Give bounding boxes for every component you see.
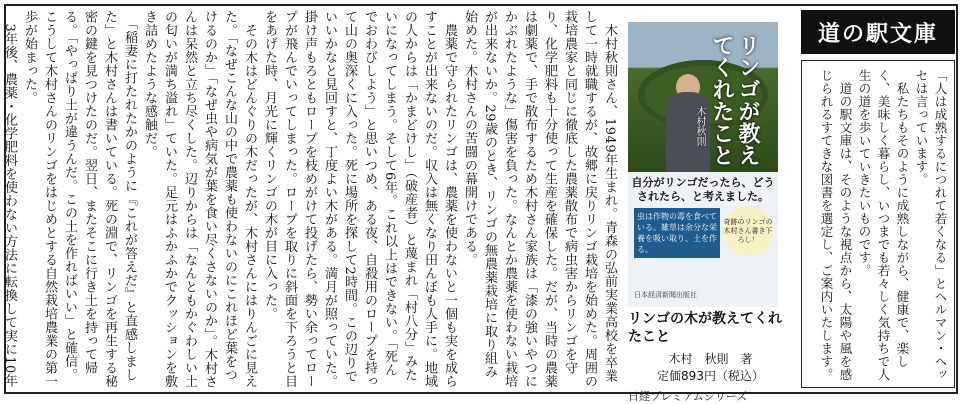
- cover-photo: [628, 22, 778, 172]
- book-series: 日経プレミアムシリーズ: [628, 390, 748, 403]
- book-title: リンゴの木が教えてくれたこと: [628, 311, 782, 345]
- column-title: 道の駅文庫: [801, 10, 955, 54]
- cover-band: [628, 172, 778, 307]
- intro-text: 「人は成熟するにつれて若くなる」とヘルマン・ヘッセは言っています。 私たちもそのように成熟しながら、健康で、楽しく、美味しく暮らし、いつまでも若々しく気持ちで人生の道を歩いていきたいものです。 道の駅文庫は、そのような視点から、太陽や風を感じられるすてきな図書を選定し、ご案内いたします。: [819, 69, 948, 381]
- band-subtext: 虫は作物の毒を食べている。雑草は余分な栄養を吸い取り、土を作る。: [634, 208, 720, 258]
- book-price: 定価893円（税込）: [657, 369, 764, 383]
- band-publisher: 日本経済新聞出版社: [634, 291, 697, 299]
- book-cover: [628, 22, 778, 307]
- intro-box: [801, 60, 955, 388]
- cover-author: 木村秋則: [694, 106, 705, 146]
- book-author: 木村 秋則 著: [668, 352, 753, 366]
- article-body: [2, 10, 619, 390]
- band-headline: 自分がリンゴだったら、どうされたら、と考えました。: [631, 176, 775, 203]
- article-text: 木村秋則さん、1949年生まれ。青森の弘前実業高校を卒業して一時就職するが、故郷に戻りリンゴ栽培を始めた。周囲の栽培農家と同じに徹底した農薬散布で病虫害からリンゴを守り、化学肥料も十分使って生産を確保した。だが、当時の農薬は劇薬で、手で散布するため木村さん家族は「漆の強いやつにかぶれたような」傷害を負った。なんとか農薬を使わない栽培が出来ないか。29歳のとき、リンゴの無農薬栽培に取り組み始めた。木村さんの苦闘の幕開けである。 農薬で守られたリンゴは、農薬を使わないと一個も実を成らすことが出来ないのだ。収入は無くなり田んぼも人手に。地域の人からは「かまどけし」（破産者）と蔑まれ「村八分」みたいになってしまう。そして6年。これ以上はできない。「死んでおわびしよう」と思いつめ、ある夜、自殺用のロープを持って山の奥深くに入った。死に場所を探して2時間。この辺りでいいかなと見回すと、丁度よい木がある。満月が照っていた。掛け声もろともロープを枝めがけて投げたら、勢い余ってロープが飛んでいってしまった。ロープを取りに斜面を下ろうと目をあげた時、月光に輝くリンゴの木が目に入った。 その木はどんぐりの木だったが、木村さんにはりんごに見えた。「なぜこんな山の中で農薬も使わないのにこれほど葉をつけるのか」「なぜ虫や病気が葉を食い尽くさないのか」。木村さんは呆然と立ち尽くした。辺りからは「なんともかぐわしい土の匂いが満ち溢れ」ていた。足元はふかふかでクッションを敷き詰めたような感触だ。 「稲妻に打たれたかのように『これが答えだ』と直感しました」と木村さんは書いている。死の淵で、リンゴを再生する秘密の鍵を見つけたのだ。翌日、またそこに行き土を持って帰る。「やっぱり土が違うんだ。この土を作ればいい」と確信。こうして木村さんのリンゴをはじめとする自然栽培農業の第一歩が始まった。 3年後、農薬・化学肥料を使わない方法に転換して実に10年: [2, 10, 617, 389]
- book-info: [628, 310, 793, 404]
- cover-title: リンゴが教えてくれたこと: [709, 34, 760, 166]
- band-badge: 奇跡のリンゴの木村さん書き下ろし！: [723, 206, 773, 256]
